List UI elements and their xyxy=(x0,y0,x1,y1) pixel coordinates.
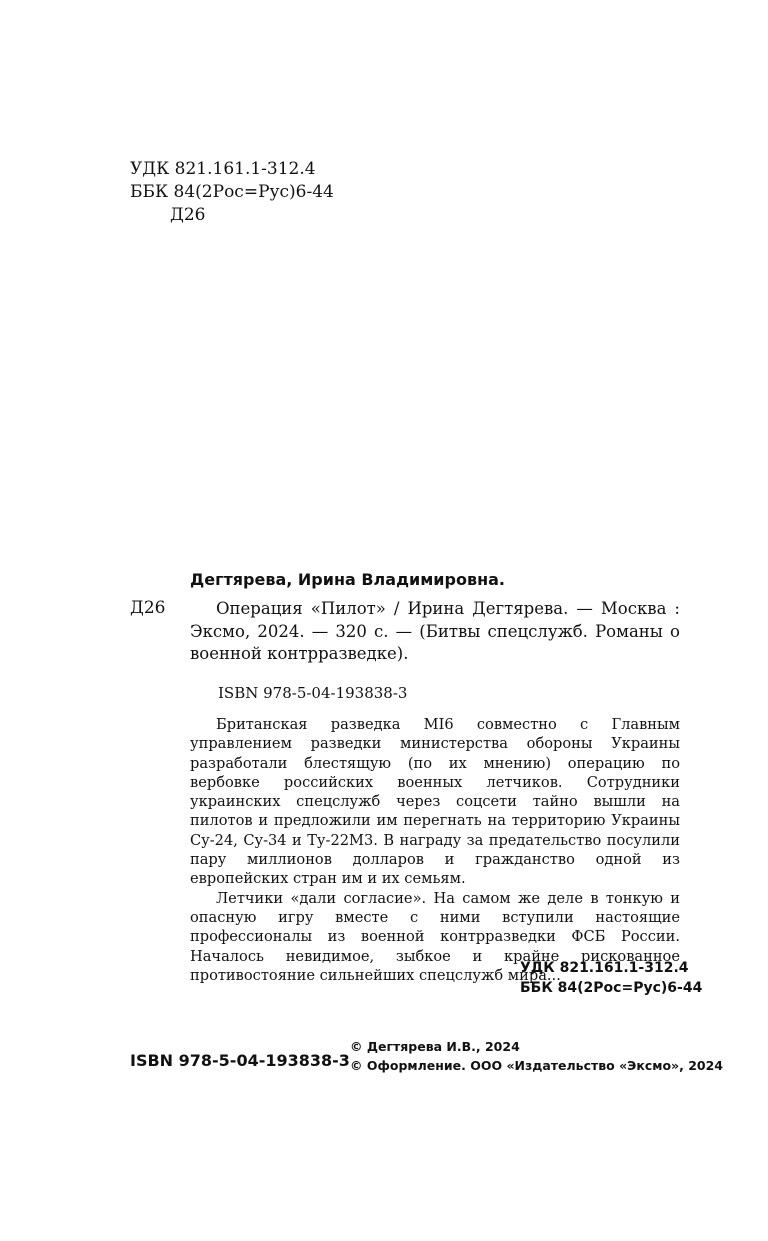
bbk-code-bottom: ББК 84(2Рос=Рус)6-44 xyxy=(520,980,703,996)
author-name: Дегтярева, Ирина Владимировна. xyxy=(190,570,505,589)
bibliographic-description: Операция «Пилот» / Ирина Дегтярева. — Москва : Эксмо, 2024. — 320 с. — (Битвы спецслужб. Романы о военной контрразведке). xyxy=(190,599,680,663)
isbn: ISBN 978-5-04-193838-3 xyxy=(218,684,408,702)
udk-code: УДК 821.161.1-312.4 xyxy=(130,159,316,179)
copyright-block xyxy=(350,1037,723,1075)
classification-codes-top xyxy=(130,158,334,227)
isbn-footer: ISBN 978-5-04-193838-3 xyxy=(130,1051,350,1070)
bbk-code: ББК 84(2Рос=Рус)6-44 xyxy=(130,182,334,202)
author-mark-code: Д26 xyxy=(170,205,206,225)
annotation-paragraph: Британская разведка MI6 совместно с Главным управлением разведки министерства обороны Украины разработали блестящую (по их мнению) операцию по вербовке российских военных летчиков. Сотрудники украинских спецслужб через соцсети тайно вышли на пилотов и предложили им перегнать на территорию Украины Су-24, Су-34 и Ту-22М3. В награду за предательство посулили пару миллионов долларов и гражданство одной из европейских стран им и их семьям. xyxy=(190,716,680,888)
annotation-paragraph: Летчики «дали согласие». На самом же деле в тонкую и опасную игру вместе с ними вступили настоящие профессионалы из военной контрразведки ФСБ России. Началось невидимое, зыбкое и крайне рискованное противостояние сильнейших спецслужб мира... xyxy=(190,889,680,984)
entry-author-mark: Д26 xyxy=(130,598,166,618)
classification-codes-bottom xyxy=(520,958,702,998)
annotation xyxy=(190,715,680,985)
copyright-design: © Оформление. ООО «Издательство «Эксмо», 2024 xyxy=(350,1058,723,1073)
copyright-author: © Дегтярева И.В., 2024 xyxy=(350,1039,520,1054)
udk-code-bottom: УДК 821.161.1-312.4 xyxy=(520,960,689,976)
